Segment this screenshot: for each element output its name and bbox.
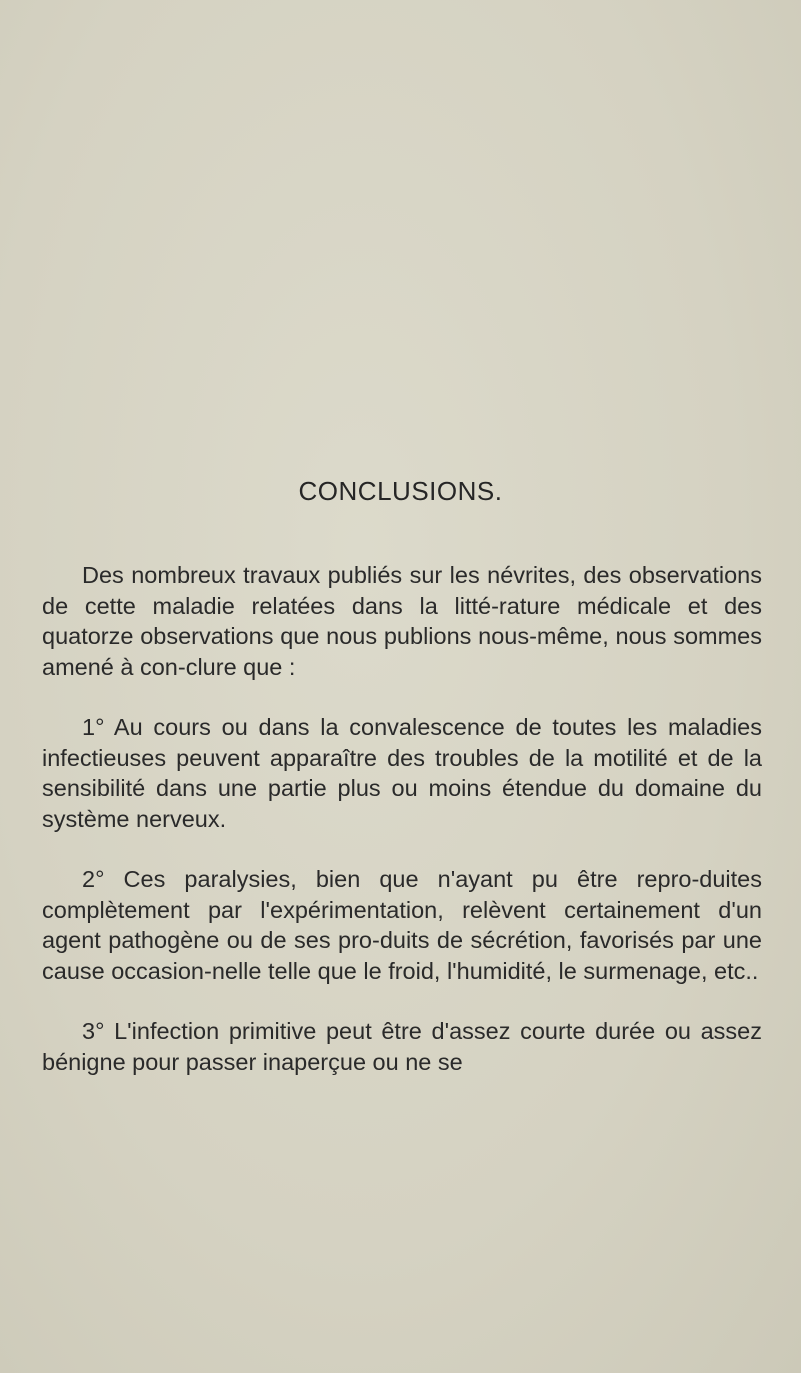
conclusion-paragraph-2: 2° Ces paralysies, bien que n'ayant pu être repro-duites complètement par l'expérimentation, relèvent certainement d'un agent pathogène ou de ses pro-duits de sécrétion, favorisés par une cause occasion-nelle telle que le froid, l'humidité, le surmenage, etc.. bbox=[42, 866, 762, 984]
page-title: CONCLUSIONS. bbox=[298, 476, 503, 506]
conclusion-paragraph-1: 1° Au cours ou dans la convalescence de toutes les maladies infectieuses peuvent apparaître des troubles de la motilité et de la sensibilité dans une partie plus ou moins étendue du domaine du système nerveux. bbox=[42, 714, 762, 832]
intro-paragraph: Des nombreux travaux publiés sur les névrites, des observations de cette maladie relatées dans la litté-rature médicale et des quatorze observations que nous publions nous-même, nous sommes amené à con-clure que : bbox=[42, 562, 762, 680]
conclusion-paragraph-3: 3° L'infection primitive peut être d'assez courte durée ou assez bénigne pour passer inaperçue ou ne se bbox=[42, 1018, 762, 1075]
body-text bbox=[42, 560, 762, 1077]
